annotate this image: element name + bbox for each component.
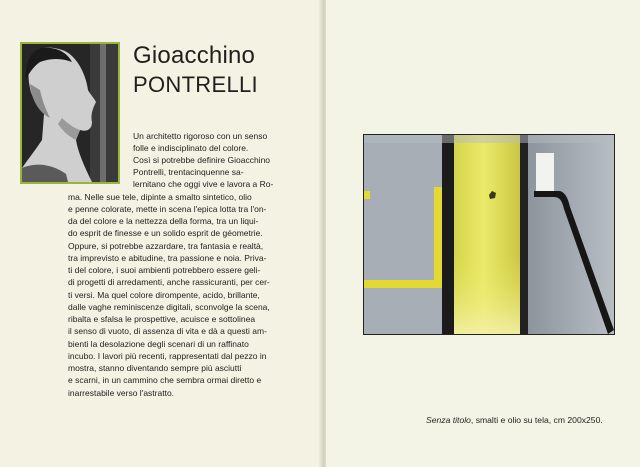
body-line: ribalta e sfalsa le prospettive, acuisce e sottolinea [68,314,256,324]
body-line: ma. Nelle sue tele, dipinte a smalto sintetico, olio [68,192,252,202]
caption-title: Senza titolo [426,415,471,425]
caption-details: , smalti e olio su tela, cm 200x250. [470,415,603,425]
body-line: ti versi. Ma quel colore dirompente, acido, brillante, [68,290,260,300]
body-line: folle e indisciplinato del colore. [133,143,249,153]
body-line: mostra, stanno diventando sempre più asciutti [68,363,242,373]
artist-last-name: PONTRELLI [133,72,258,97]
body-line: e scarni, in un cammino che sembra ormai diretto e [68,375,262,385]
body-line: Così si potrebbe definire Gioacchino [133,155,271,165]
artist-portrait [20,42,120,184]
artwork-image [363,134,615,335]
body-line: da del colore e la nettezza della forma, tra un liqui- [68,216,259,226]
body-line: e penne colorate, mette in scena l'epica lotta tra l'on- [68,204,267,214]
body-line: inarrestabile verso l'astratto. [68,388,175,398]
body-line: bienti la desolazione degli scenari di un raffinato [68,339,249,349]
body-line: ti del colore, i suoi ambienti potrebbero essere geli- [68,265,261,275]
body-line: il senso di vuoto, di assenza di vita e dà a questi am- [68,326,267,336]
body-line: Pontrelli, trentacinquenne sa- [133,167,244,177]
body-line: dalle vaghe reminiscenze digitali, sconvolge la scena, [68,302,270,312]
body-line: Un architetto rigoroso con un senso [133,131,268,141]
artwork-caption [426,415,603,425]
body-line: di progetti di arredamenti, anche rassicuranti, per cer- [68,277,270,287]
body-line: Oppure, si potrebbe azzardare, tra fantasia e realtà, [68,241,264,251]
body-line: tra imprevisto e abitudine, tra passione e noia. Priva- [68,253,267,263]
body-line: incubo. I lavori più recenti, rappresentati dal pezzo in [68,351,267,361]
body-line: do esprit de finesse e un solido esprit de géometrie. [68,228,263,238]
artist-first-name: Gioacchino [133,42,256,69]
body-line: lernitano che oggi vive e lavora a Ro- [133,179,274,189]
